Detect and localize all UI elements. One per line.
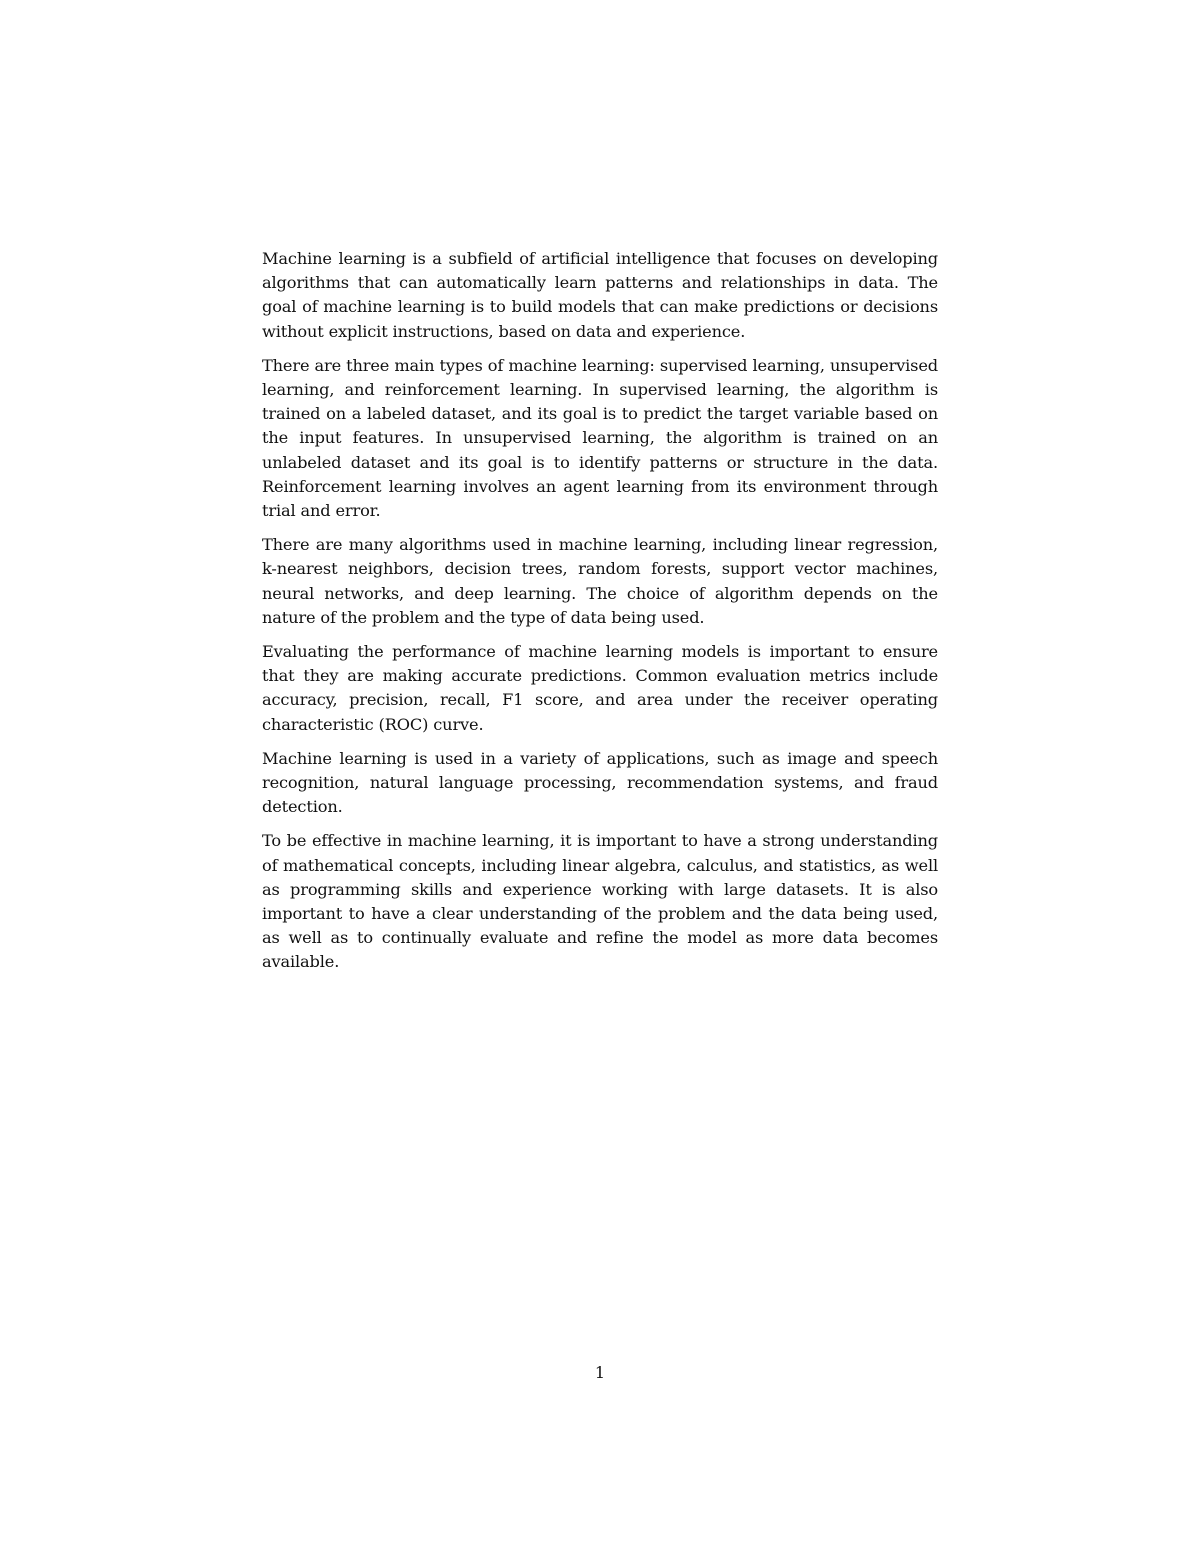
paragraph-types: There are three main types of machine learning: supervised learning, unsupervised learning, and reinforcement learning. In supervised learning, the algorithm is trained on a labeled dataset, and its goal is to predict the target variable based on the input features. In unsupervised learning, the algorithm is trained on an unlabeled dataset and its goal is to identify patterns or structure in the data. Reinforcement learning involves an agent learning from its environment through trial and error. bbox=[262, 355, 938, 521]
page-number: 1 bbox=[594, 1363, 606, 1382]
paragraph-skills: To be effective in machine learning, it is important to have a strong understanding of mathematical concepts, including linear algebra, calculus, and statistics, as well as programming skills and experience working with large datasets. It is also important to have a clear understanding of the problem and the data being used, as well as to continually evaluate and refine the model as more data becomes available. bbox=[262, 831, 938, 972]
paragraph-evaluation: Evaluating the performance of machine learning models is important to ensure that they are making accurate predictions. Common evaluation metrics include accuracy, precision, recall, F1 score, and area under the receiver operating characteristic (ROC) curve. bbox=[262, 642, 938, 734]
paragraph-algorithms: There are many algorithms used in machine learning, including linear regression, k-nearest neighbors, decision trees, random forests, support vector machines, neural networks, and deep learning. The choice of algorithm depends on the nature of the problem and the type of data being used. bbox=[262, 535, 938, 627]
paragraph-applications: Machine learning is used in a variety of applications, such as image and speech recognition, natural language processing, recommendation systems, and fraud detection. bbox=[262, 748, 938, 817]
paragraph-intro: Machine learning is a subfield of artificial intelligence that focuses on developing algorithms that can automatically learn patterns and relationships in data. The goal of machine learning is to build models that can make predictions or decisions without explicit instructions, based on data and experience. bbox=[262, 249, 938, 341]
body-text bbox=[262, 247, 938, 985]
